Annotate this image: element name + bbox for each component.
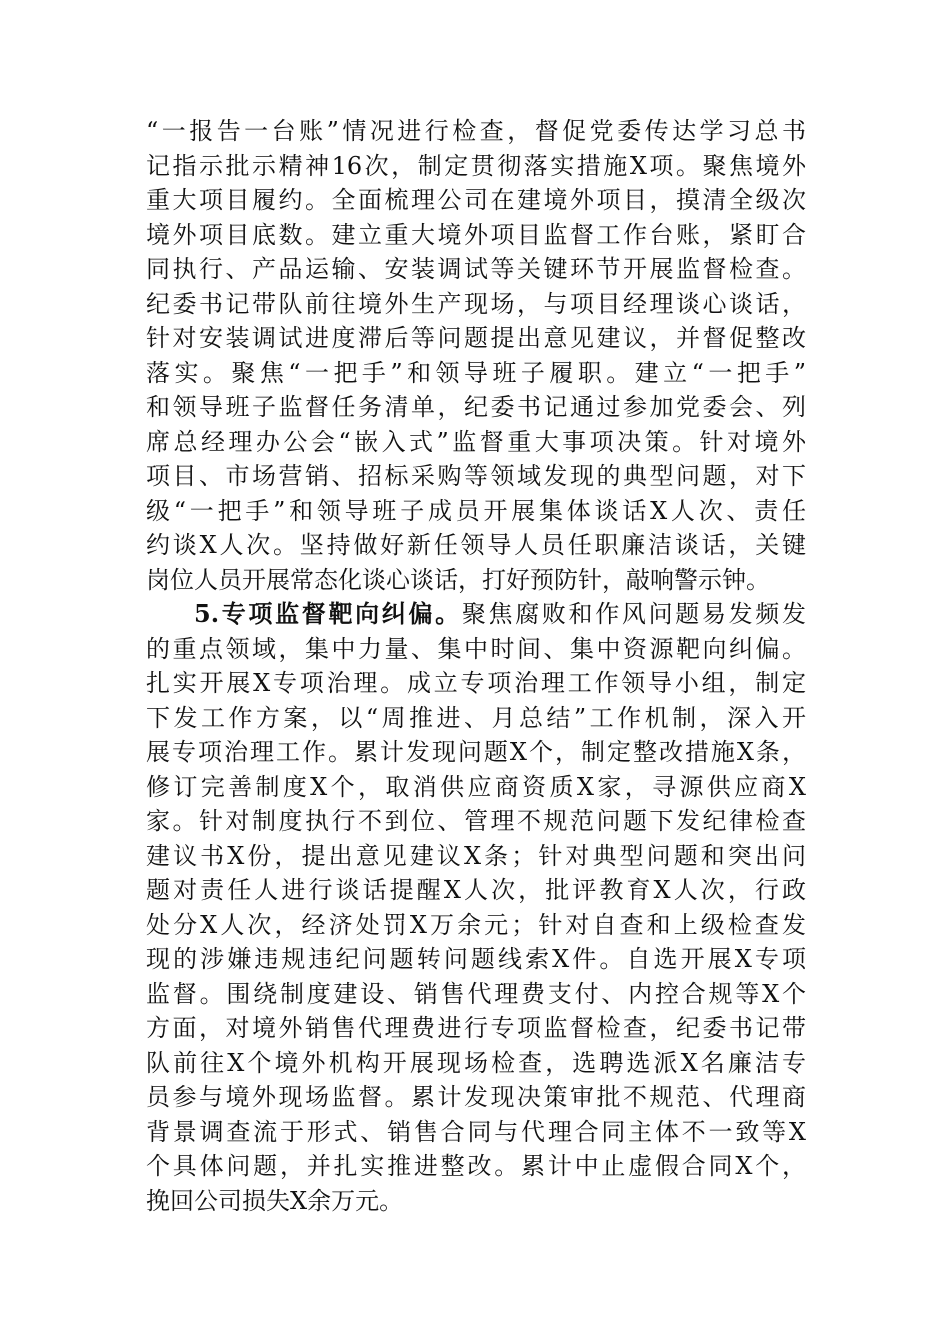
paragraph-1 <box>146 114 806 597</box>
section-heading: 5.专项监督靶向纠偏。 <box>194 599 462 628</box>
heading-trailing-text: 聚焦腐败和作风问题易发频发 <box>461 600 806 628</box>
document-body <box>146 114 806 1218</box>
text-line: 监督。围绕制度建设、销售代理费支付、内控合规等X个 <box>146 979 806 1008</box>
text-line: 重大项目履约。全面梳理公司在建境外项目，摸清全级次 <box>146 186 806 214</box>
text-line: 和领导班子监督任务清单，纪委书记通过参加党委会、列 <box>146 393 806 421</box>
text-line: 记指示批示精神16次，制定贯彻落实措施X项。聚焦境外 <box>146 151 806 180</box>
text-line: 处分X人次，经济处罚X万余元；针对自查和上级检查发 <box>146 910 806 939</box>
text-line: 题对责任人进行谈话提醒X人次，批评教育X人次，行政 <box>146 876 806 904</box>
text-line: 针对安装调试进度滞后等问题提出意见建议，并督促整改 <box>146 324 806 352</box>
paragraph-2 <box>146 597 806 1218</box>
text-line: 同执行、产品运输、安装调试等关键环节开展监督检查。 <box>146 255 806 283</box>
text-line: 级“一把手”和领导班子成员开展集体谈话X人次、责任 <box>146 496 806 525</box>
text-line: 约谈X人次。坚持做好新任领导人员任职廉洁谈话，关键 <box>146 531 806 559</box>
text-line: 现的涉嫌违规违纪问题转问题线索X件。自选开展X专项 <box>146 945 806 973</box>
text-line: 背景调查流于形式、销售合同与代理合同主体不一致等X <box>146 1117 806 1146</box>
paragraph-first-line <box>146 597 806 632</box>
text-line: 队前往X个境外机构开展现场检查，选聘选派X名廉洁专 <box>146 1048 806 1077</box>
text-line: 席总经理办公会“嵌入式”监督重大事项决策。针对境外 <box>146 427 806 456</box>
text-line: 境外项目底数。建立重大境外项目监督工作台账，紧盯合 <box>146 220 806 249</box>
text-line: 员参与境外现场监督。累计发现决策审批不规范、代理商 <box>146 1083 806 1111</box>
text-line: 修订完善制度X个，取消供应商资质X家，寻源供应商X <box>146 772 806 801</box>
text-line: 家。针对制度执行不到位、管理不规范问题下发纪律检查 <box>146 807 806 835</box>
text-line: “一报告一台账”情况进行检查，督促党委传达学习总书 <box>146 117 806 145</box>
text-line: 挽回公司损失X余万元。 <box>146 1186 404 1215</box>
text-line: 扎实开展X专项治理。成立专项治理工作领导小组，制定 <box>146 669 806 697</box>
text-line: 方面，对境外销售代理费进行专项监督检查，纪委书记带 <box>146 1014 806 1042</box>
text-line: 项目、市场营销、招标采购等领域发现的典型问题，对下 <box>146 462 806 490</box>
text-line: 岗位人员开展常态化谈心谈话，打好预防针，敲响警示钟。 <box>146 565 770 594</box>
text-line: 建议书X份，提出意见建议X条；针对典型问题和突出问 <box>146 841 806 870</box>
text-line: 展专项治理工作。累计发现问题X个，制定整改措施X条， <box>146 738 806 766</box>
text-line: 落实。聚焦“一把手”和领导班子履职。建立“一把手” <box>146 358 806 387</box>
text-line: 下发工作方案，以“周推进、月总结”工作机制，深入开 <box>146 703 806 732</box>
text-line: 的重点领域，集中力量、集中时间、集中资源靶向纠偏。 <box>146 634 806 663</box>
text-line: 纪委书记带队前往境外生产现场，与项目经理谈心谈话， <box>146 289 806 318</box>
text-line: 个具体问题，并扎实推进整改。累计中止虚假合同X个， <box>146 1152 806 1180</box>
